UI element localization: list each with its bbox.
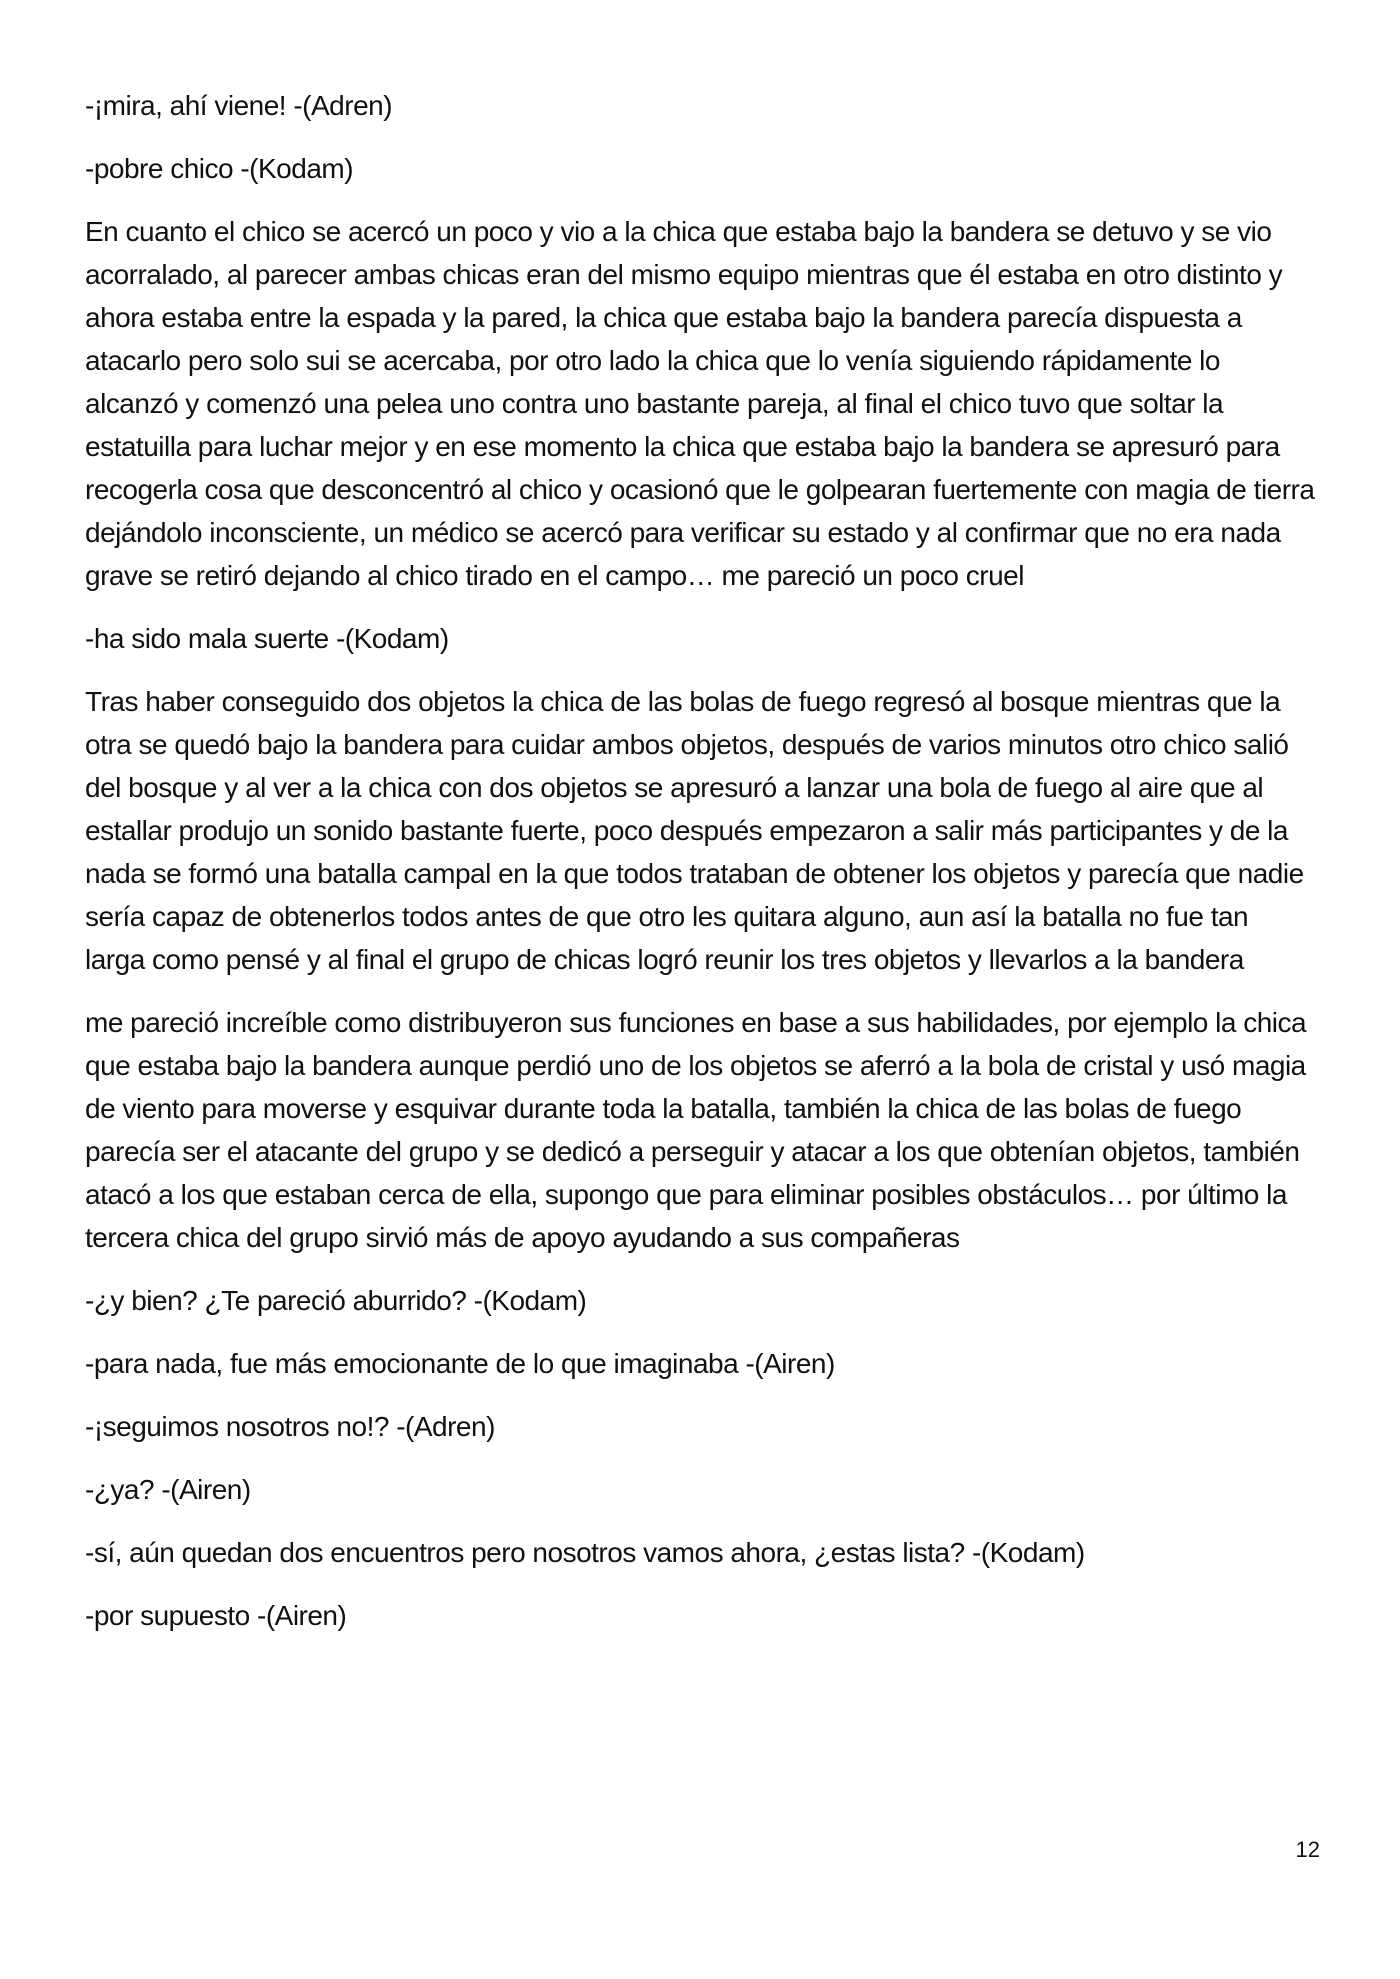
narrative-paragraph: En cuanto el chico se acercó un poco y vio a la chica que estaba bajo la bandera se detuvo y se vio acorralado, al parecer ambas chicas eran del mismo equipo mientras que él estaba en otro distinto y ahora estaba entre la espada y la pared, la chica que estaba bajo la bandera parecía dispuesta a atacarlo pero solo sui se acercaba, por otro lado la chica que lo venía siguiendo rápidamente lo alcanzó y comenzó una pelea uno contra uno bastante pareja, al final el chico tuvo que soltar la estatuilla para luchar mejor y en ese momento la chica que estaba bajo la bandera se apresuró para recogerla cosa que desconcentró al chico y ocasionó que le golpearan fuertemente con magia de tierra dejándolo inconsciente, un médico se acercó para verificar su estado y al confirmar que no era nada grave se retiró dejando al chico tirado en el campo… me pareció un poco cruel — [85, 216, 1315, 591]
dialogue-line: -por supuesto -(Airen) — [85, 1600, 347, 1631]
page-number: 12 — [1295, 1837, 1320, 1862]
narrative-paragraph: me pareció increíble como distribuyeron sus funciones en base a sus habilidades, por ejemplo la chica que estaba bajo la bandera aunque perdió uno de los objetos se aferró a la bola de cristal y usó magia de viento para moverse y esquivar durante toda la batalla, también la chica de las bolas de fuego parecía ser el atacante del grupo y se dedicó a perseguir y atacar a los que obtenían objetos, también atacó a los que estaban cerca de ella, supongo que para eliminar posibles obstáculos… por último la tercera chica del grupo sirvió más de apoyo ayudando a sus compañeras — [85, 1007, 1307, 1253]
dialogue-line: -pobre chico -(Kodam) — [85, 153, 354, 184]
dialogue-line: -¡mira, ahí viene! -(Adren) — [85, 90, 393, 121]
dialogue-line: -¡seguimos nosotros no!? -(Adren) — [85, 1411, 495, 1442]
dialogue-line: -ha sido mala suerte -(Kodam) — [85, 623, 449, 654]
page-body — [85, 84, 1315, 1657]
dialogue-line: -para nada, fue más emocionante de lo que imaginaba -(Airen) — [85, 1348, 835, 1379]
dialogue-line: -sí, aún quedan dos encuentros pero nosotros vamos ahora, ¿estas lista? -(Kodam) — [85, 1537, 1085, 1568]
dialogue-line: -¿y bien? ¿Te pareció aburrido? -(Kodam) — [85, 1285, 587, 1316]
dialogue-line: -¿ya? -(Airen) — [85, 1474, 251, 1505]
narrative-paragraph: Tras haber conseguido dos objetos la chica de las bolas de fuego regresó al bosque mientras que la otra se quedó bajo la bandera para cuidar ambos objetos, después de varios minutos otro chico salió del bosque y al ver a la chica con dos objetos se apresuró a lanzar una bola de fuego al aire que al estallar produjo un sonido bastante fuerte, poco después empezaron a salir más participantes y de la nada se formó una batalla campal en la que todos trataban de obtener los objetos y parecía que nadie sería capaz de obtenerlos todos antes de que otro les quitara alguno, aun así la batalla no fue tan larga como pensé y al final el grupo de chicas logró reunir los tres objetos y llevarlos a la bandera — [85, 686, 1304, 975]
